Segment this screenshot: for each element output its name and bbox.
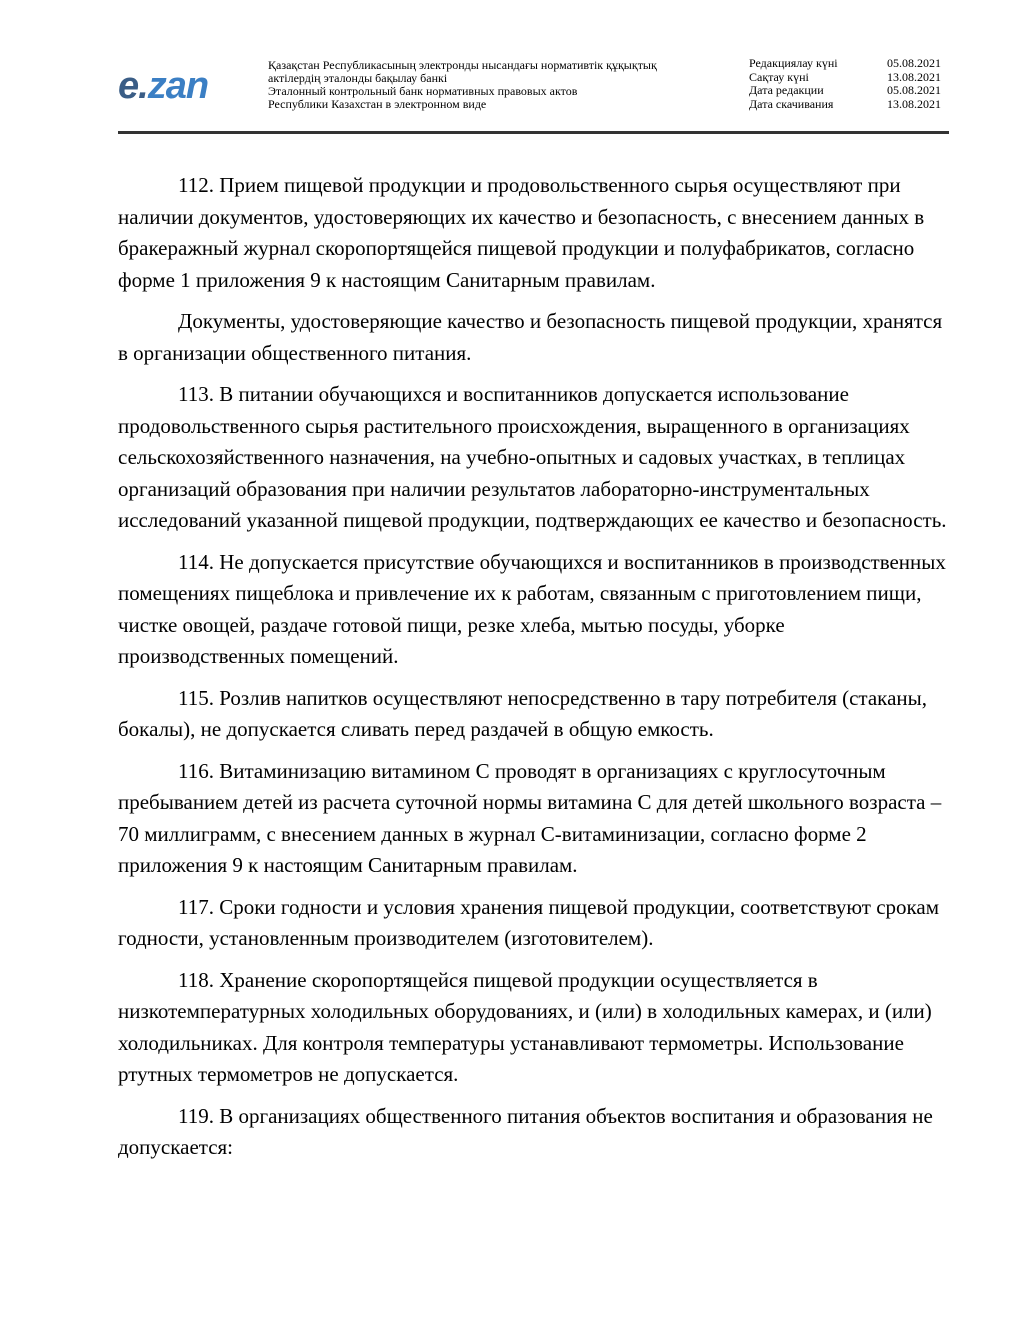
header-title-line: Эталонный контрольный банк нормативных правовых актов	[268, 84, 578, 98]
paragraph-116: 116. Витаминизацию витамином С проводят в организациях с круглосуточным пребыванием детей из расчета суточной нормы витамина С для детей школьного возраста – 70 миллиграмм, с внесением данных в журнал С-витаминизации, согласно форме 2 приложения 9 к настоящим Санитарным правилам.	[118, 758, 942, 877]
header-meta-block	[749, 57, 949, 111]
paragraph-113: 113. В питании обучающихся и воспитанников допускается использование продовольственного сырья растительного происхождения, выращенного в организациях сельскохозяйственного назначения, на учебно-опытных и садовых участках, в теплицах организаций образования при наличии результатов лабораторно-инструментальных исследований указанной пищевой продукции, подтверждающих ее качество и безопасность.	[118, 382, 947, 532]
header-title-block	[268, 59, 708, 111]
paragraph-114: 114. Не допускается присутствие обучающихся и воспитанников в производственных помещениях пищеблока и привлечение их к работам, связанным с приготовлением пищи, чистке овощей, раздаче готовой пищи, резке хлеба, мытью посуды, уборке производственных помещений.	[118, 549, 946, 668]
meta-row-save-date-kz: Сақтау күні 13.08.2021	[749, 69, 941, 84]
meta-row-edit-date-ru: Дата редакции 05.08.2021	[749, 83, 941, 97]
paragraph-117: 117. Сроки годности и условия хранения пищевой продукции, соответствуют срокам годности, установленным производителем (изготовителем).	[118, 894, 940, 950]
paragraph-112: 112. Прием пищевой продукции и продовольственного сырья осуществляют при наличии документов, удостоверяющих их качество и безопасность, с внесением данных в бракеражный журнал скоропортящейся пищевой продукции и полуфабрикатов, согласно форме 1 приложения 9 к настоящим Санитарным правилам.	[118, 173, 925, 292]
document-header	[118, 56, 949, 134]
paragraph-115: 115. Розлив напитков осуществляют непосредственно в тару потребителя (стаканы, бокалы), не допускается сливать перед раздачей в общую емкость.	[118, 685, 927, 741]
ezan-logo: e.zan	[118, 65, 209, 107]
paragraph-112-documents: Документы, удостоверяющие качество и безопасность пищевой продукции, хранятся в организации общественного питания.	[118, 309, 943, 365]
meta-row-download-date-ru: Дата скачивания 13.08.2021	[749, 96, 941, 111]
paragraph-119: 119. В организациях общественного питания объектов воспитания и образования не допускается:	[118, 1103, 933, 1159]
paragraph-118: 118. Хранение скоропортящейся пищевой продукции осуществляется в низкотемпературных холодильных оборудованиях, и (или) в холодильных камерах, и (или) холодильниках. Для контроля температуры устанавливают термометры. Использование ртутных термометров не допускается.	[118, 967, 932, 1086]
header-title-line: Қазақстан Республикасының электронды нысандағы нормативтік құқықтық	[268, 58, 657, 72]
meta-row-edit-date-kz: Редакциялау күні 05.08.2021	[749, 56, 941, 70]
header-title-line: актілердің эталонды бақылау банкі	[268, 71, 448, 85]
header-title-line: Республики Казахстан в электронном виде	[268, 97, 487, 111]
document-body	[118, 170, 954, 1174]
